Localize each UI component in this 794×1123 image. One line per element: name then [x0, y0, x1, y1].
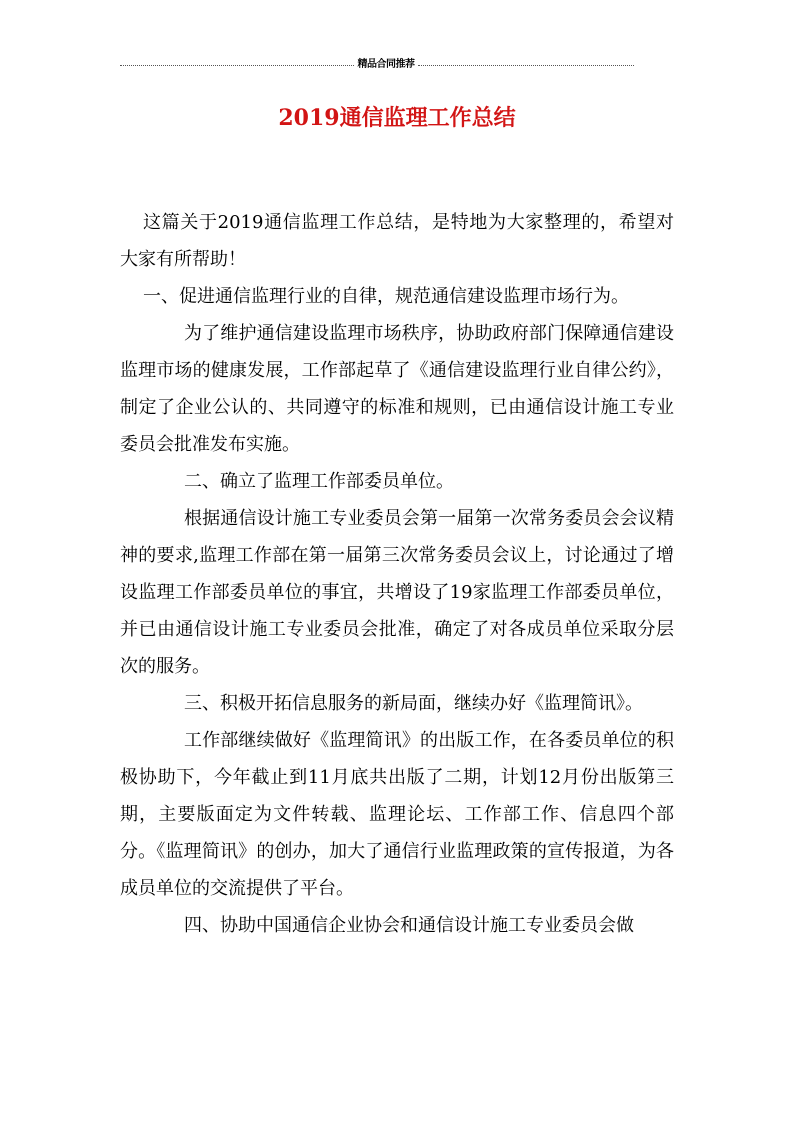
paragraph-intro: 这篇关于2019通信监理工作总结，是特地为大家整理的，希望对大家有所帮助！ [120, 212, 674, 270]
paragraph-section-1: 为了维护通信建设监理市场秩序，协助政府部门保障通信建设监理市场的健康发展，工作部起草了《通信建设监理行业自律公约》，制定了企业公认的、共同遵守的标准和规则，已由通信设计施工专业委员会批准发布实施。 [120, 323, 674, 455]
header-label: 精品合同推荐 [357, 59, 415, 70]
paragraph-section-2: 根据通信设计施工专业委员会第一届第一次常务委员会会议精神的要求,监理工作部在第一届第三次常务委员会议上，讨论通过了增设监理工作部委员单位的事宜，共增设了19家监理工作部委员单位，并已由通信设计施工专业委员会批准，确定了对各成员单位采取分层次的服务。 [120, 508, 674, 677]
document-title: 2019通信监理工作总结 [278, 105, 516, 131]
page-header [120, 57, 634, 73]
section-heading-3: 三、积极开拓信息服务的新局面，继续办好《监理简讯》。 [184, 693, 643, 714]
section-heading-1: 一、促进通信监理行业的自律，规范通信建设监理市场行为。 [143, 286, 629, 307]
header-dotted-rule-left [120, 65, 354, 66]
section-heading-2: 二、确立了监理工作部委员单位。 [184, 471, 454, 492]
paragraph-section-3: 工作部继续做好《监理简讯》的出版工作，在各委员单位的积极协助下，今年截止到11月底共出版了二期，计划12月份出版第三期，主要版面定为文件转载、监理论坛、工作部工作、信息四个部分。《监理简讯》的创办，加大了通信行业监理政策的宣传报道，为各成员单位的交流提供了平台。 [120, 730, 674, 899]
header-dotted-rule-right [418, 65, 634, 66]
document-body [120, 204, 674, 944]
section-heading-4: 四、协助中国通信企业协会和通信设计施工专业委员会做 [184, 915, 634, 936]
